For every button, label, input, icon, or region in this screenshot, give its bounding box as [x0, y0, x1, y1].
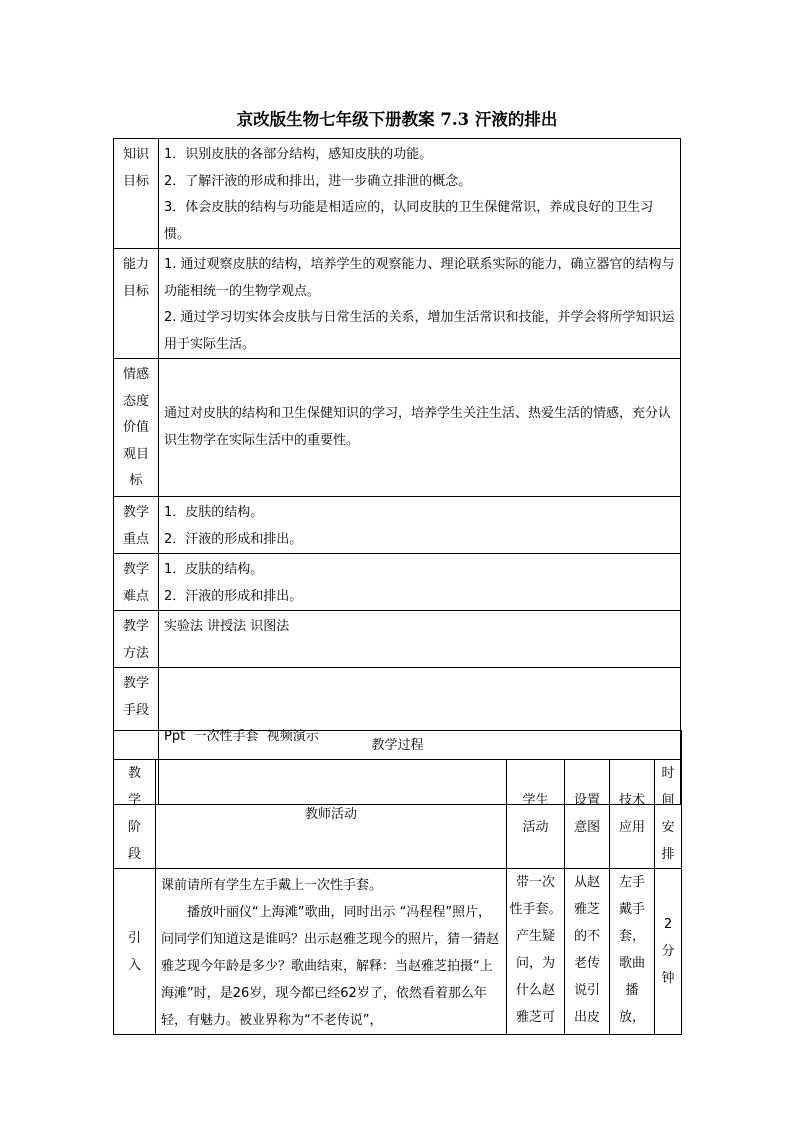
- content-line: 2. 通过学习切实体会皮肤与日常生活的关系，增加生活常识和技能，并学会将所学知识运用于实际生活。: [164, 310, 675, 352]
- stage-char: 入: [127, 957, 141, 973]
- content-line: 通过对皮肤的结构和卫生保健知识的学习，培养学生关注生活、热爱生活的情感，充分认识生物学在实际生活中的重要性。: [164, 406, 672, 448]
- label-line: 重点: [122, 531, 149, 547]
- row-label: [114, 554, 159, 611]
- header-char: 安: [661, 820, 675, 835]
- process-header-row: [114, 760, 682, 869]
- row-label: [114, 139, 159, 249]
- content-line: 1．识别皮肤的各部分结构，感知皮肤的功能。: [164, 147, 433, 162]
- cell-line: 问，为: [515, 956, 555, 971]
- cell-line: 放，: [618, 1010, 645, 1025]
- cell-line: 雅芝可: [515, 1010, 555, 1025]
- objective-row-knowledge: [114, 139, 681, 249]
- header-char: 段: [127, 847, 141, 862]
- label-line: 教学: [122, 619, 149, 634]
- cell-line: 套，: [618, 929, 645, 944]
- cell-line: 的不: [573, 929, 600, 944]
- teacher-paragraph: 课前请所有学生左手戴上一次性手套。: [161, 878, 383, 893]
- teacher-paragraph: 播放叶丽仪“上海滩”歌曲，同时出示 “冯程程”照片，问同学们知道这是谁吗？出示赵雅芝现今的照片，猜一猜赵雅芝现今年龄是多少？歌曲结束，解释：当赵雅芝拍摄“上海滩”时，是26岁，现今都已经62岁了，依然看着那么年轻，有魅力。被业界称为“不老传说”，: [161, 905, 500, 1028]
- process-heading-row: [114, 731, 682, 760]
- header-char: 学: [127, 793, 141, 808]
- cell-line: 从赵: [573, 875, 600, 890]
- content-line: 1．皮肤的结构。: [164, 562, 264, 577]
- time-char: 2: [663, 917, 673, 932]
- cell-line: 产生疑: [515, 929, 555, 944]
- row-label: [114, 497, 159, 554]
- label-line: 观目: [122, 446, 149, 462]
- content-line: 1. 通过观察皮肤的结构，培养学生的观察能力、理论联系实际的能力，确立器官的结构与功能相统一的生物学观点。: [164, 257, 675, 299]
- stage-char: 引: [127, 930, 141, 946]
- header-char: 间: [661, 793, 675, 808]
- time-char: 钟: [661, 971, 675, 986]
- header-tech-use: [610, 760, 655, 869]
- header-student-activity: [507, 760, 565, 869]
- label-line: 目标: [122, 283, 149, 299]
- label-line: 情感: [122, 367, 149, 382]
- cell-line: 带一次: [515, 875, 555, 890]
- label-line: 价值: [122, 420, 149, 435]
- row-content: [159, 139, 681, 249]
- content-line: Ppt 一次性手套 视频演示: [164, 729, 319, 744]
- row-content: [159, 249, 681, 359]
- header-char: 排: [661, 847, 675, 862]
- header-stage: [114, 760, 156, 869]
- label-line: 能力: [122, 257, 149, 272]
- label-line: 知识: [122, 147, 149, 162]
- student-activity-cell: [507, 869, 565, 1035]
- content-line: 2．汗液的形成和排出。: [164, 531, 303, 547]
- label-line: 难点: [122, 588, 149, 604]
- content-line: 2．汗液的形成和排出。: [164, 588, 303, 604]
- header-line: 活动: [522, 820, 549, 835]
- row-content: [159, 554, 681, 611]
- cell-line: 左手: [618, 875, 645, 890]
- cell-line: 性手套。: [509, 902, 562, 917]
- label-line: 教学: [122, 505, 149, 520]
- header-design-intent: [565, 760, 610, 869]
- header-line: 应用: [618, 820, 645, 835]
- label-line: 标: [129, 473, 143, 488]
- row-label: [114, 359, 159, 497]
- objective-row-ability: [114, 249, 681, 359]
- objective-row-emotion: [114, 359, 681, 497]
- content-line: 2．了解汗液的形成和排出，进一步确立排泄的概念。: [164, 173, 472, 189]
- content-line: 实验法 讲授法 识图法: [164, 619, 290, 634]
- header-time: [655, 760, 682, 869]
- content-line: 1．皮肤的结构。: [164, 505, 264, 520]
- row-content: [159, 611, 681, 668]
- cell-line: 歌曲: [618, 956, 645, 971]
- header-teacher-activity: 教师活动: [156, 760, 507, 869]
- tech-use-cell: [610, 869, 655, 1035]
- teacher-activity-cell: [156, 869, 507, 1035]
- row-content: [159, 497, 681, 554]
- process-table: [113, 730, 682, 1035]
- label-line: 态度: [122, 393, 149, 409]
- label-line: 手段: [122, 702, 149, 718]
- cell-line: 播: [625, 983, 639, 998]
- row-label: [114, 249, 159, 359]
- design-intent-cell: [565, 869, 610, 1035]
- header-line: 设置: [573, 793, 600, 808]
- time-char: 分: [661, 944, 675, 959]
- document-title: 京改版生物七年级下册教案 7.3 汗液的排出: [236, 110, 558, 129]
- objective-row-methods: [114, 611, 681, 668]
- row-label: [114, 611, 159, 668]
- header-line: 意图: [573, 820, 600, 835]
- row-content: [159, 359, 681, 497]
- header-line: 学生: [522, 793, 549, 808]
- label-line: 方法: [122, 645, 149, 661]
- label-line: 教学: [122, 562, 149, 577]
- content-line: 3．体会皮肤的结构与功能是相适应的，认同皮肤的卫生保健常识，养成良好的卫生习惯。: [164, 200, 654, 242]
- cell-line: 老传: [573, 956, 600, 971]
- time-cell: [655, 869, 682, 1035]
- stage-cell: [114, 869, 156, 1035]
- objective-row-difficulties: [114, 554, 681, 611]
- label-line: 目标: [122, 173, 149, 189]
- header-char: 阶: [127, 820, 141, 835]
- cell-line: 雅芝: [573, 902, 600, 917]
- cell-line: 出皮: [573, 1010, 600, 1025]
- process-row-intro: [114, 869, 682, 1035]
- header-line: 技术: [618, 793, 645, 808]
- cell-line: 戴手: [618, 902, 645, 917]
- header-char: 教: [127, 766, 141, 781]
- objectives-table: [113, 138, 681, 805]
- process-heading: 教学过程: [114, 731, 682, 760]
- label-line: 教学: [122, 676, 149, 691]
- cell-line: 说引: [573, 983, 600, 998]
- objective-row-key-points: [114, 497, 681, 554]
- cell-line: 什么赵: [515, 983, 555, 998]
- header-char: 时: [661, 766, 675, 781]
